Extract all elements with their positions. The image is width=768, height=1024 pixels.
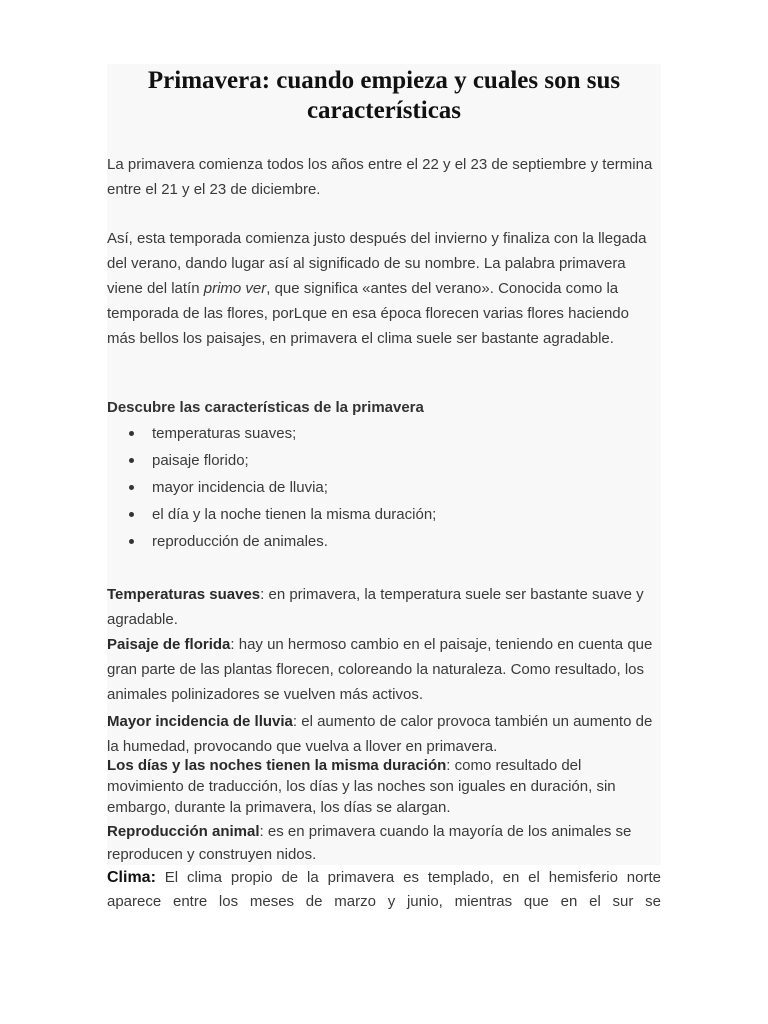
latin-term: primo ver: [203, 280, 267, 297]
bullet-icon: [129, 539, 134, 544]
list-item: [107, 448, 436, 475]
list-item-text: mayor incidencia de lluvia;: [152, 479, 328, 496]
detail-dias-noches: [107, 755, 661, 818]
detail-text: : hay un hermoso cambio en el paisaje, teniendo en cuenta que gran parte de las plantas florecen, coloreando la naturaleza. Como resultado, los animales polinizadores se vuelven más activos.: [107, 636, 653, 703]
characteristics-heading: Descubre las características de la primavera: [107, 399, 424, 416]
detail-term: Los días y las noches tienen la misma duración: [107, 757, 447, 774]
detail-term: Temperaturas suaves: [107, 586, 261, 603]
list-item: [107, 502, 436, 529]
detail-temperaturas: [107, 582, 661, 632]
list-item-text: paisaje florido;: [152, 452, 249, 469]
list-item-text: temperaturas suaves;: [152, 425, 297, 442]
list-item: [107, 421, 436, 448]
list-item-text: reproducción de animales.: [152, 533, 328, 550]
list-item: [107, 475, 436, 502]
detail-text: : en primavera, la temperatura suele ser bastante suave y agradable.: [107, 586, 644, 628]
clima-paragraph: [107, 866, 661, 914]
detail-reproduccion: [107, 820, 661, 866]
bullet-icon: [129, 431, 134, 436]
detail-term: Mayor incidencia de lluvia: [107, 713, 293, 730]
intro-paragraph-2-start: Así, esta temporada comienza justo después del invierno y finaliza con la llegada del verano, dando lugar así al significado de su nombre. La palabra primavera viene del latín: [107, 230, 647, 297]
clima-text: El clima propio de la primavera es templado, en el hemisferio norte aparece entre los meses de marzo y junio, mientras que en el sur se: [107, 869, 661, 910]
bullet-icon: [129, 485, 134, 490]
detail-text: : como resultado del movimiento de traducción, los días y las noches son iguales en duración, sin embargo, durante la primavera, los días se alargan.: [107, 757, 616, 816]
detail-term: Reproducción animal: [107, 823, 260, 840]
clima-term: Clima:: [107, 869, 156, 886]
detail-term: Paisaje de florida: [107, 636, 231, 653]
document-title: Primavera: cuando empieza y cuales son sus características: [147, 67, 621, 124]
bullet-icon: [129, 458, 134, 463]
bullet-icon: [129, 512, 134, 517]
intro-paragraph-2: [107, 226, 661, 351]
detail-text: : es en primavera cuando la mayoría de los animales se reproducen y construyen nidos.: [107, 823, 632, 863]
detail-lluvia: [107, 709, 661, 759]
intro-paragraph-1: La primavera comienza todos los años entre el 22 y el 23 de septiembre y termina entre el 21 y el 23 de diciembre.: [107, 156, 653, 198]
intro-paragraph-2-end: , que significa «antes del verano». Conocida como la temporada de las flores, porLque en esa época florecen varias flores haciendo más bellos los paisajes, en primavera el clima suele ser bastante agradable.: [107, 280, 629, 347]
detail-text: : el aumento de calor provoca también un aumento de la humedad, provocando que vuelva a llover en primavera.: [107, 713, 653, 755]
detail-paisaje: [107, 632, 661, 707]
list-item-text: el día y la noche tienen la misma duración;: [152, 506, 437, 523]
characteristics-list: [107, 421, 436, 556]
list-item: [107, 529, 436, 556]
